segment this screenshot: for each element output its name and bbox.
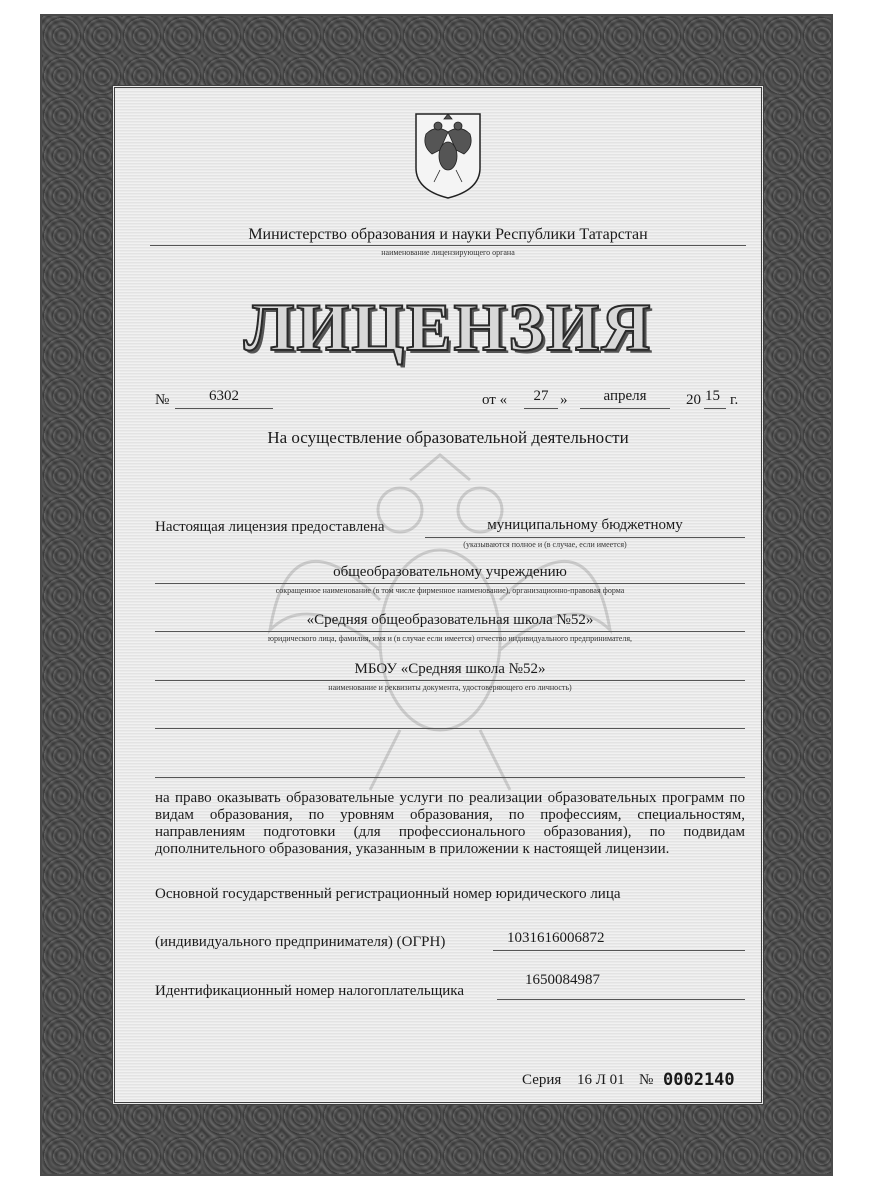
licensing-authority-name: Министерство образования и науки Республики Татарстан [150,226,746,246]
activity-type: На осуществление образовательной деятельности [267,428,629,447]
grantee-intro: Настоящая лицензия предоставлена [155,519,385,535]
inn-value: 1650084987 [525,972,600,988]
date-day-close: » [560,392,568,408]
series-label: Серия [522,1072,562,1088]
blank-line [155,728,745,729]
year-suffix: 15 [705,388,720,404]
series-number-prefix: № [639,1072,654,1088]
year-prefix: 20 [686,392,701,408]
coat-of-arms-icon [410,110,486,200]
eagle-watermark-icon [250,450,630,810]
grantee-caption-3: юридического лица, фамилия, имя и (в случае если имеется) отчество индивидуального предпринимателя, [267,634,633,643]
grantee-caption-4: наименование и реквизиты документа, удостоверяющего его личность) [328,683,572,692]
licensing-authority-caption: наименование лицензирующего органа [381,248,515,257]
series-number: 0002140 [663,1070,735,1090]
license-day: 27 [533,388,549,404]
year-unit: г. [730,392,739,408]
grantee-line-3: «Средняя общеобразовательная школа №52» [306,612,594,628]
license-month: апреля [603,388,647,404]
blank-line [155,777,745,778]
grantee-caption-2: сокращенное наименование (в том числе фирменное наименование), организационно-правовая форма [275,586,625,595]
rights-paragraph: на право оказывать образовательные услуги по реализации образовательных программ по видам образования, по уровням образования, по профессиям, специальностям, направлениям подготовки (для профессионального образования), по подвидам дополнительного образования, указанным в приложении к настоящей лицензии. [155,790,745,857]
grantee-caption-1: (указываются полное и (в случае, если имеется) [463,540,627,549]
ogrn-label-line-2: (индивидуального предпринимателя) (ОГРН) [155,934,446,950]
grantee-line-4: МБОУ «Средняя школа №52» [354,661,546,677]
document-title: ЛИЦЕНЗИЯ [243,289,653,365]
inn-label: Идентификационный номер налогоплательщика [155,983,465,999]
ogrn-label-line-1: Основной государственный регистрационный номер юридического лица [155,886,621,902]
license-number-prefix: № [155,392,170,408]
ogrn-value: 1031616006872 [507,930,605,946]
date-from-label: от « [482,392,508,408]
grantee-line-1: муниципальному бюджетному [487,517,683,533]
series-value: 16 Л 01 [577,1072,625,1088]
license-number: 6302 [209,388,239,404]
grantee-line-2: общеобразовательному учреждению [333,564,567,580]
